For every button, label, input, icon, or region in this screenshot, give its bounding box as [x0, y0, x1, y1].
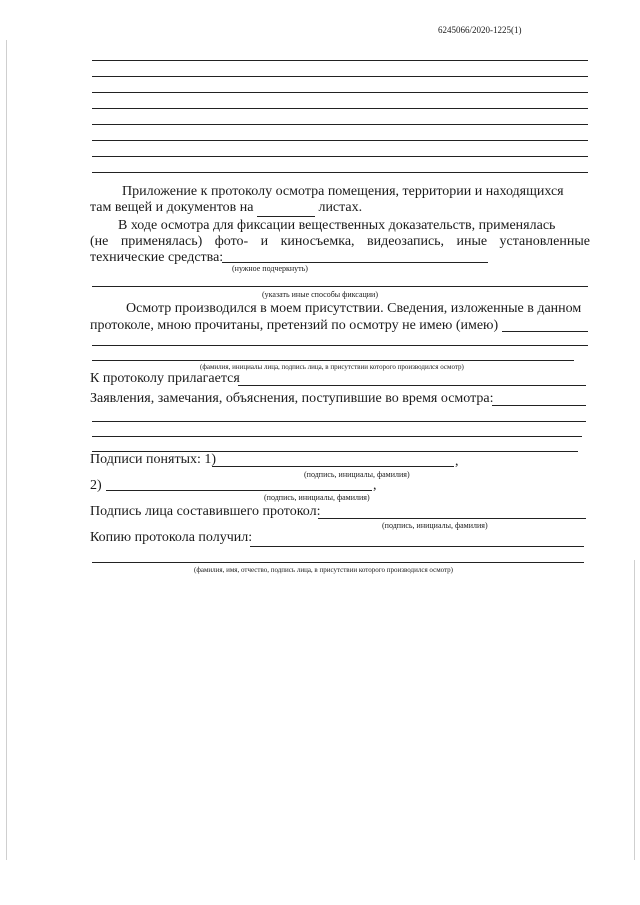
- witness-2-signature-blank: [106, 490, 372, 491]
- fixation-word: (не: [90, 234, 109, 249]
- witness-2-label: 2): [90, 478, 102, 493]
- attached-blank: [238, 385, 586, 386]
- blank-line: [92, 108, 588, 109]
- presence-line-2: протоколе, мною прочитаны, претензий по осмотру не имею (имею): [90, 318, 499, 333]
- fixation-line-1: В ходе осмотра для фиксации вещественных доказательств, применялась: [118, 218, 556, 233]
- blank-line: [92, 345, 588, 346]
- blank-line: [92, 436, 582, 437]
- compiler-label: Подпись лица составившего протокол:: [90, 504, 321, 519]
- copy-recipient-blank-2: [92, 562, 584, 563]
- appendix-line-2: [90, 200, 362, 217]
- fixation-word: иные: [456, 234, 488, 249]
- witness-2-comma: ,: [373, 478, 377, 493]
- attached-label: К протоколу прилагается: [90, 371, 240, 386]
- appendix-line-1: Приложение к протоколу осмотра помещения, территории и находящихся: [122, 184, 564, 199]
- document-id: 6245066/2020-1225(1): [438, 25, 522, 35]
- presence-line-1: Осмотр производился в моем присутствии. Сведения, изложенные в данном: [126, 301, 582, 316]
- hint-sig-2: (подпись, инициалы, фамилия): [264, 493, 370, 502]
- blank-line: [92, 156, 588, 157]
- fixation-line-3: технические средства:: [90, 250, 224, 265]
- fixation-methods-blank: [92, 286, 588, 287]
- fixation-word: видеозапись,: [366, 234, 445, 249]
- blank-line: [92, 172, 588, 173]
- witness-1-comma: ,: [455, 454, 459, 469]
- hint-person-present: (фамилия, инициалы лица, подпись лица, в присутствии которого производился осмотр): [200, 363, 464, 371]
- blank-line: [92, 421, 586, 422]
- copy-label: Копию протокола получил:: [90, 530, 253, 545]
- witnesses-label: Подписи понятых: 1): [90, 452, 217, 467]
- appendix-text-end: листах.: [318, 200, 363, 215]
- fixation-line-2: [90, 234, 590, 250]
- fixation-word: установленные: [499, 234, 590, 249]
- fixation-word: и: [260, 234, 269, 249]
- blank-line: [92, 124, 588, 125]
- blank-line: [92, 60, 588, 61]
- witness-1-signature-blank: [212, 466, 454, 467]
- hint-copy-person: (фамилия, имя, отчество, подпись лица, в присутствии которого производился осмотр): [194, 566, 454, 574]
- blank-line: [92, 76, 588, 77]
- statements-label: Заявления, замечания, объяснения, поступившие во время осмотра:: [90, 391, 494, 406]
- blank-line: [92, 92, 588, 93]
- blank-line: [92, 360, 574, 361]
- scan-edge-right: [634, 560, 635, 860]
- copy-recipient-blank: [250, 546, 584, 547]
- claims-blank: [502, 331, 588, 332]
- statements-blank: [492, 405, 586, 406]
- fixation-word: применялась): [120, 234, 203, 249]
- hint-other-methods: (указать иные способы фиксации): [262, 290, 379, 299]
- appendix-text: там вещей и документов на: [90, 200, 254, 215]
- hint-sig-1: (подпись, инициалы, фамилия): [304, 470, 410, 479]
- hint-sig-3: (подпись, инициалы, фамилия): [382, 521, 488, 530]
- scan-edge-left: [6, 40, 7, 860]
- sheet-count-blank: [257, 200, 315, 217]
- tech-means-blank: [222, 262, 488, 263]
- hint-underline: (нужное подчеркнуть): [232, 264, 308, 273]
- compiler-signature-blank: [318, 518, 586, 519]
- blank-line: [92, 140, 588, 141]
- fixation-word: фото-: [214, 234, 249, 249]
- fixation-word: киносъемка,: [280, 234, 355, 249]
